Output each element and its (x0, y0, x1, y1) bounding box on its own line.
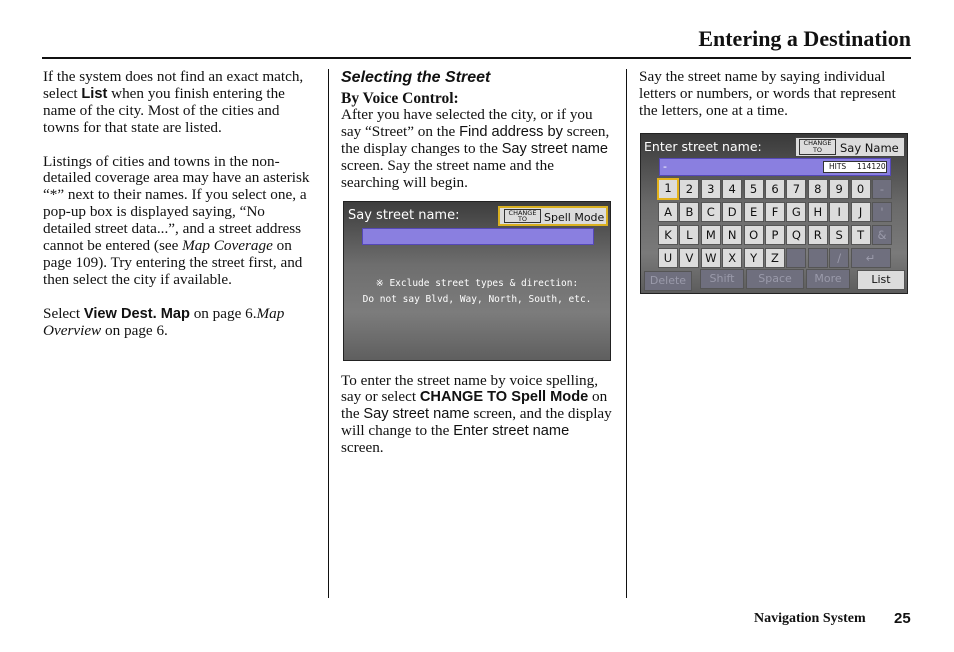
column-divider (626, 69, 627, 598)
key-0-3[interactable]: 4 (722, 179, 742, 199)
footer-label: Navigation System (754, 611, 866, 626)
paragraph: Say the street name by saying individual letters or numbers, or words that represent the letters, one at a time. (639, 68, 896, 119)
key-0-6[interactable]: 7 (786, 179, 806, 199)
change-to-label: CHANGE TO (799, 139, 836, 155)
change-to-spell-mode-button[interactable] (498, 206, 608, 226)
key-3-2[interactable]: W (701, 248, 721, 268)
space-button[interactable]: Space (746, 269, 804, 289)
input-bar (362, 228, 594, 245)
shift-button[interactable]: Shift (700, 269, 744, 289)
enter-street-name-screen (640, 133, 908, 294)
key-2-9[interactable]: T (851, 225, 871, 245)
key-0-5[interactable]: 6 (765, 179, 785, 199)
delete-button[interactable]: Delete (644, 271, 692, 291)
screen-title: Say street name: (348, 207, 460, 223)
list-button[interactable]: List (857, 270, 905, 290)
text: on page 6. (189, 304, 257, 322)
key-1-1[interactable]: B (679, 202, 699, 222)
section-heading: Selecting the Street (341, 69, 491, 86)
page-number: 25 (894, 610, 911, 627)
key-1-3[interactable]: D (722, 202, 742, 222)
cross-reference: Map Overview (43, 304, 285, 339)
spell-mode-label: Spell Mode (544, 210, 605, 224)
text: If the system does not find an exact match, select (43, 68, 304, 102)
text: when you finish entering the name of the city. Most of the cities and towns for that state are listed. (43, 84, 285, 136)
change-to-say-name-button[interactable] (795, 137, 905, 157)
key-1-4[interactable]: E (744, 202, 764, 222)
text: screen, and the display will change to the (341, 405, 612, 440)
key-2-8[interactable]: S (829, 225, 849, 245)
key-3-9[interactable]: ↵ (851, 248, 891, 268)
key-1-7[interactable]: H (808, 202, 828, 222)
key-3-3[interactable]: X (722, 248, 742, 268)
key-2-3[interactable]: N (722, 225, 742, 245)
key-3-6[interactable] (786, 248, 806, 268)
key-0-2[interactable]: 3 (701, 179, 721, 199)
screen-title: Enter street name: (644, 138, 762, 154)
ui-term: List (81, 85, 108, 102)
ui-term: Find address by (459, 123, 563, 140)
key-3-0[interactable]: U (658, 248, 678, 268)
note-line: Do not say Blvd, Way, North, South, etc. (362, 293, 592, 305)
text: on the (341, 388, 608, 423)
key-0-4[interactable]: 5 (744, 179, 764, 199)
paragraph (341, 373, 613, 458)
key-1-10[interactable]: ' (872, 202, 892, 222)
text: To enter the street name by voice spelling, say or select (341, 371, 599, 406)
key-2-4[interactable]: O (744, 225, 764, 245)
cross-reference: Map Coverage (182, 237, 273, 255)
paragraph (341, 107, 613, 192)
paragraph (43, 69, 315, 137)
hits-counter (823, 161, 887, 173)
key-1-9[interactable]: J (851, 202, 871, 222)
subheading: By Voice Control: (341, 90, 459, 107)
text: After you have selected the city, or if you say “Street” on the (341, 106, 593, 140)
key-2-5[interactable]: P (765, 225, 785, 245)
key-3-8[interactable]: / (829, 248, 849, 268)
ui-term: Say street name (501, 140, 608, 157)
key-1-2[interactable]: C (701, 202, 721, 222)
column-middle (341, 69, 613, 457)
hits-value: 114120 (857, 161, 886, 171)
header-rule (42, 57, 911, 59)
key-2-7[interactable]: R (808, 225, 828, 245)
key-0-7[interactable]: 8 (808, 179, 828, 199)
key-1-5[interactable]: F (765, 202, 785, 222)
paragraph (43, 306, 315, 340)
note-line: ※ Exclude street types & direction: (375, 277, 579, 289)
text: screen. Say the street name and the searching will begin. (341, 156, 554, 191)
text: screen, the display changes to the (341, 122, 610, 157)
key-3-1[interactable]: V (679, 248, 699, 268)
key-2-10[interactable]: & (872, 225, 892, 245)
key-0-9[interactable]: 0 (851, 179, 871, 199)
key-3-4[interactable]: Y (744, 248, 764, 268)
key-0-0[interactable]: 1 (657, 178, 679, 200)
key-0-10[interactable]: - (872, 179, 892, 199)
more-button[interactable]: More (806, 269, 850, 289)
ui-term: CHANGE TO Spell Mode (419, 389, 589, 406)
column-divider (328, 69, 329, 598)
paragraph (43, 154, 315, 289)
key-3-5[interactable]: Z (765, 248, 785, 268)
key-0-1[interactable]: 2 (679, 179, 699, 199)
key-1-0[interactable]: A (658, 202, 678, 222)
say-name-label: Say Name (840, 140, 899, 155)
key-2-2[interactable]: M (701, 225, 721, 245)
column-right (639, 69, 913, 294)
ui-term: View Dest. Map (83, 305, 190, 322)
key-2-0[interactable]: K (658, 225, 678, 245)
text: screen. (341, 439, 384, 457)
key-0-8[interactable]: 9 (829, 179, 849, 199)
column-left (43, 69, 315, 356)
key-3-7[interactable] (808, 248, 828, 268)
text: Select (43, 304, 84, 322)
text: on page 109). Try entering the street first, and then select the city if available. (43, 237, 303, 288)
page-title: Entering a Destination (698, 26, 911, 51)
street-name-entry[interactable] (659, 158, 891, 176)
key-2-1[interactable]: L (679, 225, 699, 245)
key-1-6[interactable]: G (786, 202, 806, 222)
cursor: - (663, 159, 667, 173)
say-street-name-screen (343, 201, 611, 361)
ui-term: Say street name (363, 406, 470, 423)
text: Listings of cities and towns in the non-detailed coverage area may have an asterisk “*” next to their names. If you select one, a pop-up box is displayed saying, “No detailed street data...”, and a street address cannot be entered (see (43, 152, 310, 255)
hits-label: HITS (829, 161, 847, 171)
key-2-6[interactable]: Q (786, 225, 806, 245)
text: on page 6. (101, 321, 168, 339)
ui-term: Enter street name (453, 423, 570, 440)
change-to-label: CHANGE TO (504, 209, 541, 223)
key-1-8[interactable]: I (829, 202, 849, 222)
